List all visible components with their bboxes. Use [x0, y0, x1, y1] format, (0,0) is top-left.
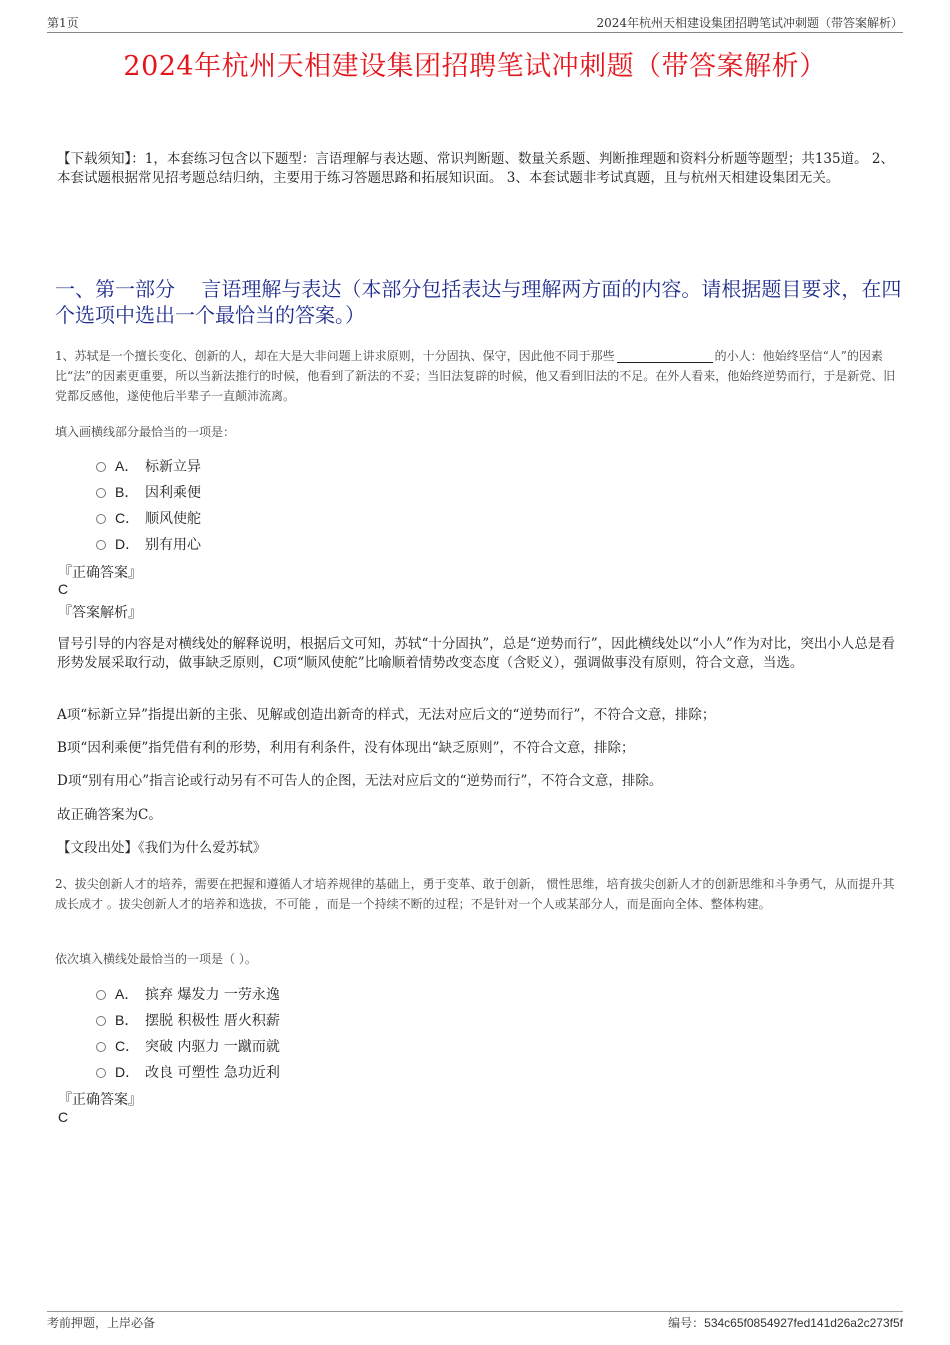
analysis-paragraph: A项“标新立异”指提出新的主张、见解或创造出新奇的样式，无法对应后文的“逆势而行”，不符合文意，排除； [57, 707, 716, 723]
question-1-text [55, 346, 900, 406]
header-divider [47, 32, 903, 33]
option-letter: D． [115, 1064, 140, 1080]
option-text: 别有用心 [145, 537, 201, 553]
section-heading: 一、第一部分 言语理解与表达（本部分包括表达与理解两方面的内容。请根据题目要求，在四个选项中选出一个最恰当的答案。） [55, 277, 902, 327]
question-1-option-a[interactable] [96, 456, 201, 476]
radio-icon[interactable] [96, 462, 106, 472]
option-letter: C． [115, 510, 140, 526]
option-letter: A． [115, 986, 139, 1002]
option-text: 改良 可塑性 急功近利 [145, 1065, 280, 1081]
footer-divider [47, 1311, 903, 1312]
question-1-text-before: 1、苏轼是一个擅长变化、创新的人，却在大是大非问题上讲求原则，十分固执、保守，因此他不同于那些 [55, 349, 615, 363]
question-1-option-b[interactable] [96, 482, 201, 502]
option-text: 摈弃 爆发力 一劳永逸 [145, 987, 280, 1003]
question-2-option-b[interactable] [96, 1010, 280, 1030]
page-number: 第1页 [47, 16, 79, 30]
answer-label: 『正确答案』 [58, 1092, 142, 1108]
radio-icon[interactable] [96, 990, 106, 1000]
option-letter: D． [115, 536, 140, 552]
source-citation: 【文段出处】《我们为什么爱苏轼》 [57, 840, 267, 856]
footer-code [668, 1314, 903, 1331]
radio-icon[interactable] [96, 1042, 106, 1052]
question-2-option-d[interactable] [96, 1062, 280, 1082]
fill-blank [617, 349, 713, 363]
question-2-prompt: 依次填入横线处最恰当的一项是（ ）。 [55, 952, 257, 966]
option-text: 因利乘便 [145, 485, 201, 501]
option-letter: B． [115, 1012, 139, 1028]
radio-icon[interactable] [96, 540, 106, 550]
option-text: 摆脱 积极性 厝火积薪 [145, 1013, 280, 1029]
page-header [47, 14, 903, 34]
question-2-option-c[interactable] [96, 1036, 280, 1056]
radio-icon[interactable] [96, 1016, 106, 1026]
option-text: 标新立异 [145, 459, 201, 475]
download-notice: 【下载须知】：1，本套练习包含以下题型：言语理解与表达题、常识判断题、数量关系题、判断推理题和资料分析题等题型；共135道。 2、本套试题根据常见招考题总结归纳，主要用于练习答题思路和拓展知识面。 3、本套试题非考试真题，且与杭州天相建设集团无关。 [57, 151, 894, 186]
answer-value: C [58, 1109, 69, 1125]
option-letter: B． [115, 484, 139, 500]
question-1-option-c[interactable] [96, 508, 201, 528]
option-text: 突破 内驱力 一蹴而就 [145, 1039, 280, 1055]
radio-icon[interactable] [96, 488, 106, 498]
page-title: 2024年杭州天相建设集团招聘笔试冲刺题（带答案解析） [123, 51, 827, 82]
footer-code-value: 534c65f0854927fed141d26a2c273f5f [704, 1316, 903, 1330]
option-letter: A． [115, 458, 139, 474]
question-1-option-d[interactable] [96, 534, 201, 554]
analysis-paragraph: B项“因利乘便”指凭借有利的形势，利用有利条件，没有体现出“缺乏原则”，不符合文意，排除； [57, 740, 635, 756]
question-2-option-a[interactable] [96, 984, 280, 1004]
analysis-paragraph: 冒号引导的内容是对横线处的解释说明，根据后文可知，苏轼“十分固执”，总是“逆势而行”，因此横线处以“小人”作为对比，突出小人总是看形势发展采取行动，做事缺乏原则，C项“顺风使舵”比喻顺着情势改变态度（含贬义），强调做事没有原则，符合文意，当选。 [57, 636, 895, 671]
question-1-prompt: 填入画横线部分最恰当的一项是： [55, 425, 236, 439]
answer-value: C [58, 581, 69, 597]
radio-icon[interactable] [96, 1068, 106, 1078]
header-doc-title: 2024年杭州天相建设集团招聘笔试冲刺题（带答案解析） [596, 16, 903, 30]
question-2-text: 2、拔尖创新人才的培养，需要在把握和遵循人才培养规律的基础上，勇于变革、敢于创新， 惯性思维，培育拔尖创新人才的创新思维和斗争勇气，从而提升其成长成才 。拔尖创新人才的培养和选拔，不可能 ，而是一个持续不断的过程；不是针对一个人或某部分人，而是面向全体、整体构建。 [55, 877, 895, 911]
option-text: 顺风使舵 [145, 511, 201, 527]
option-letter: C． [115, 1038, 140, 1054]
answer-label: 『正确答案』 [58, 565, 142, 581]
analysis-paragraph: D项“别有用心”指言论或行动另有不可告人的企图，无法对应后文的“逆势而行”，不符合文意，排除。 [57, 773, 663, 789]
analysis-conclusion: 故正确答案为C。 [57, 807, 162, 823]
radio-icon[interactable] [96, 514, 106, 524]
question-1-text-after: 的小人：他始终坚信“人”的因素比“法”的因素更重要，所以当新法推行的时候，他看到了新法的不妥；当旧法复辟的时候，他又看到旧法的不足。在外人看来，他始终逆势而行，于是新党、旧党都反感他，遂使他后半辈子一直颠沛流离。 [55, 349, 896, 403]
footer-slogan: 考前押题，上岸必备 [47, 1316, 156, 1330]
footer-code-label: 编号： [668, 1316, 705, 1330]
analysis-label: 『答案解析』 [58, 605, 142, 621]
